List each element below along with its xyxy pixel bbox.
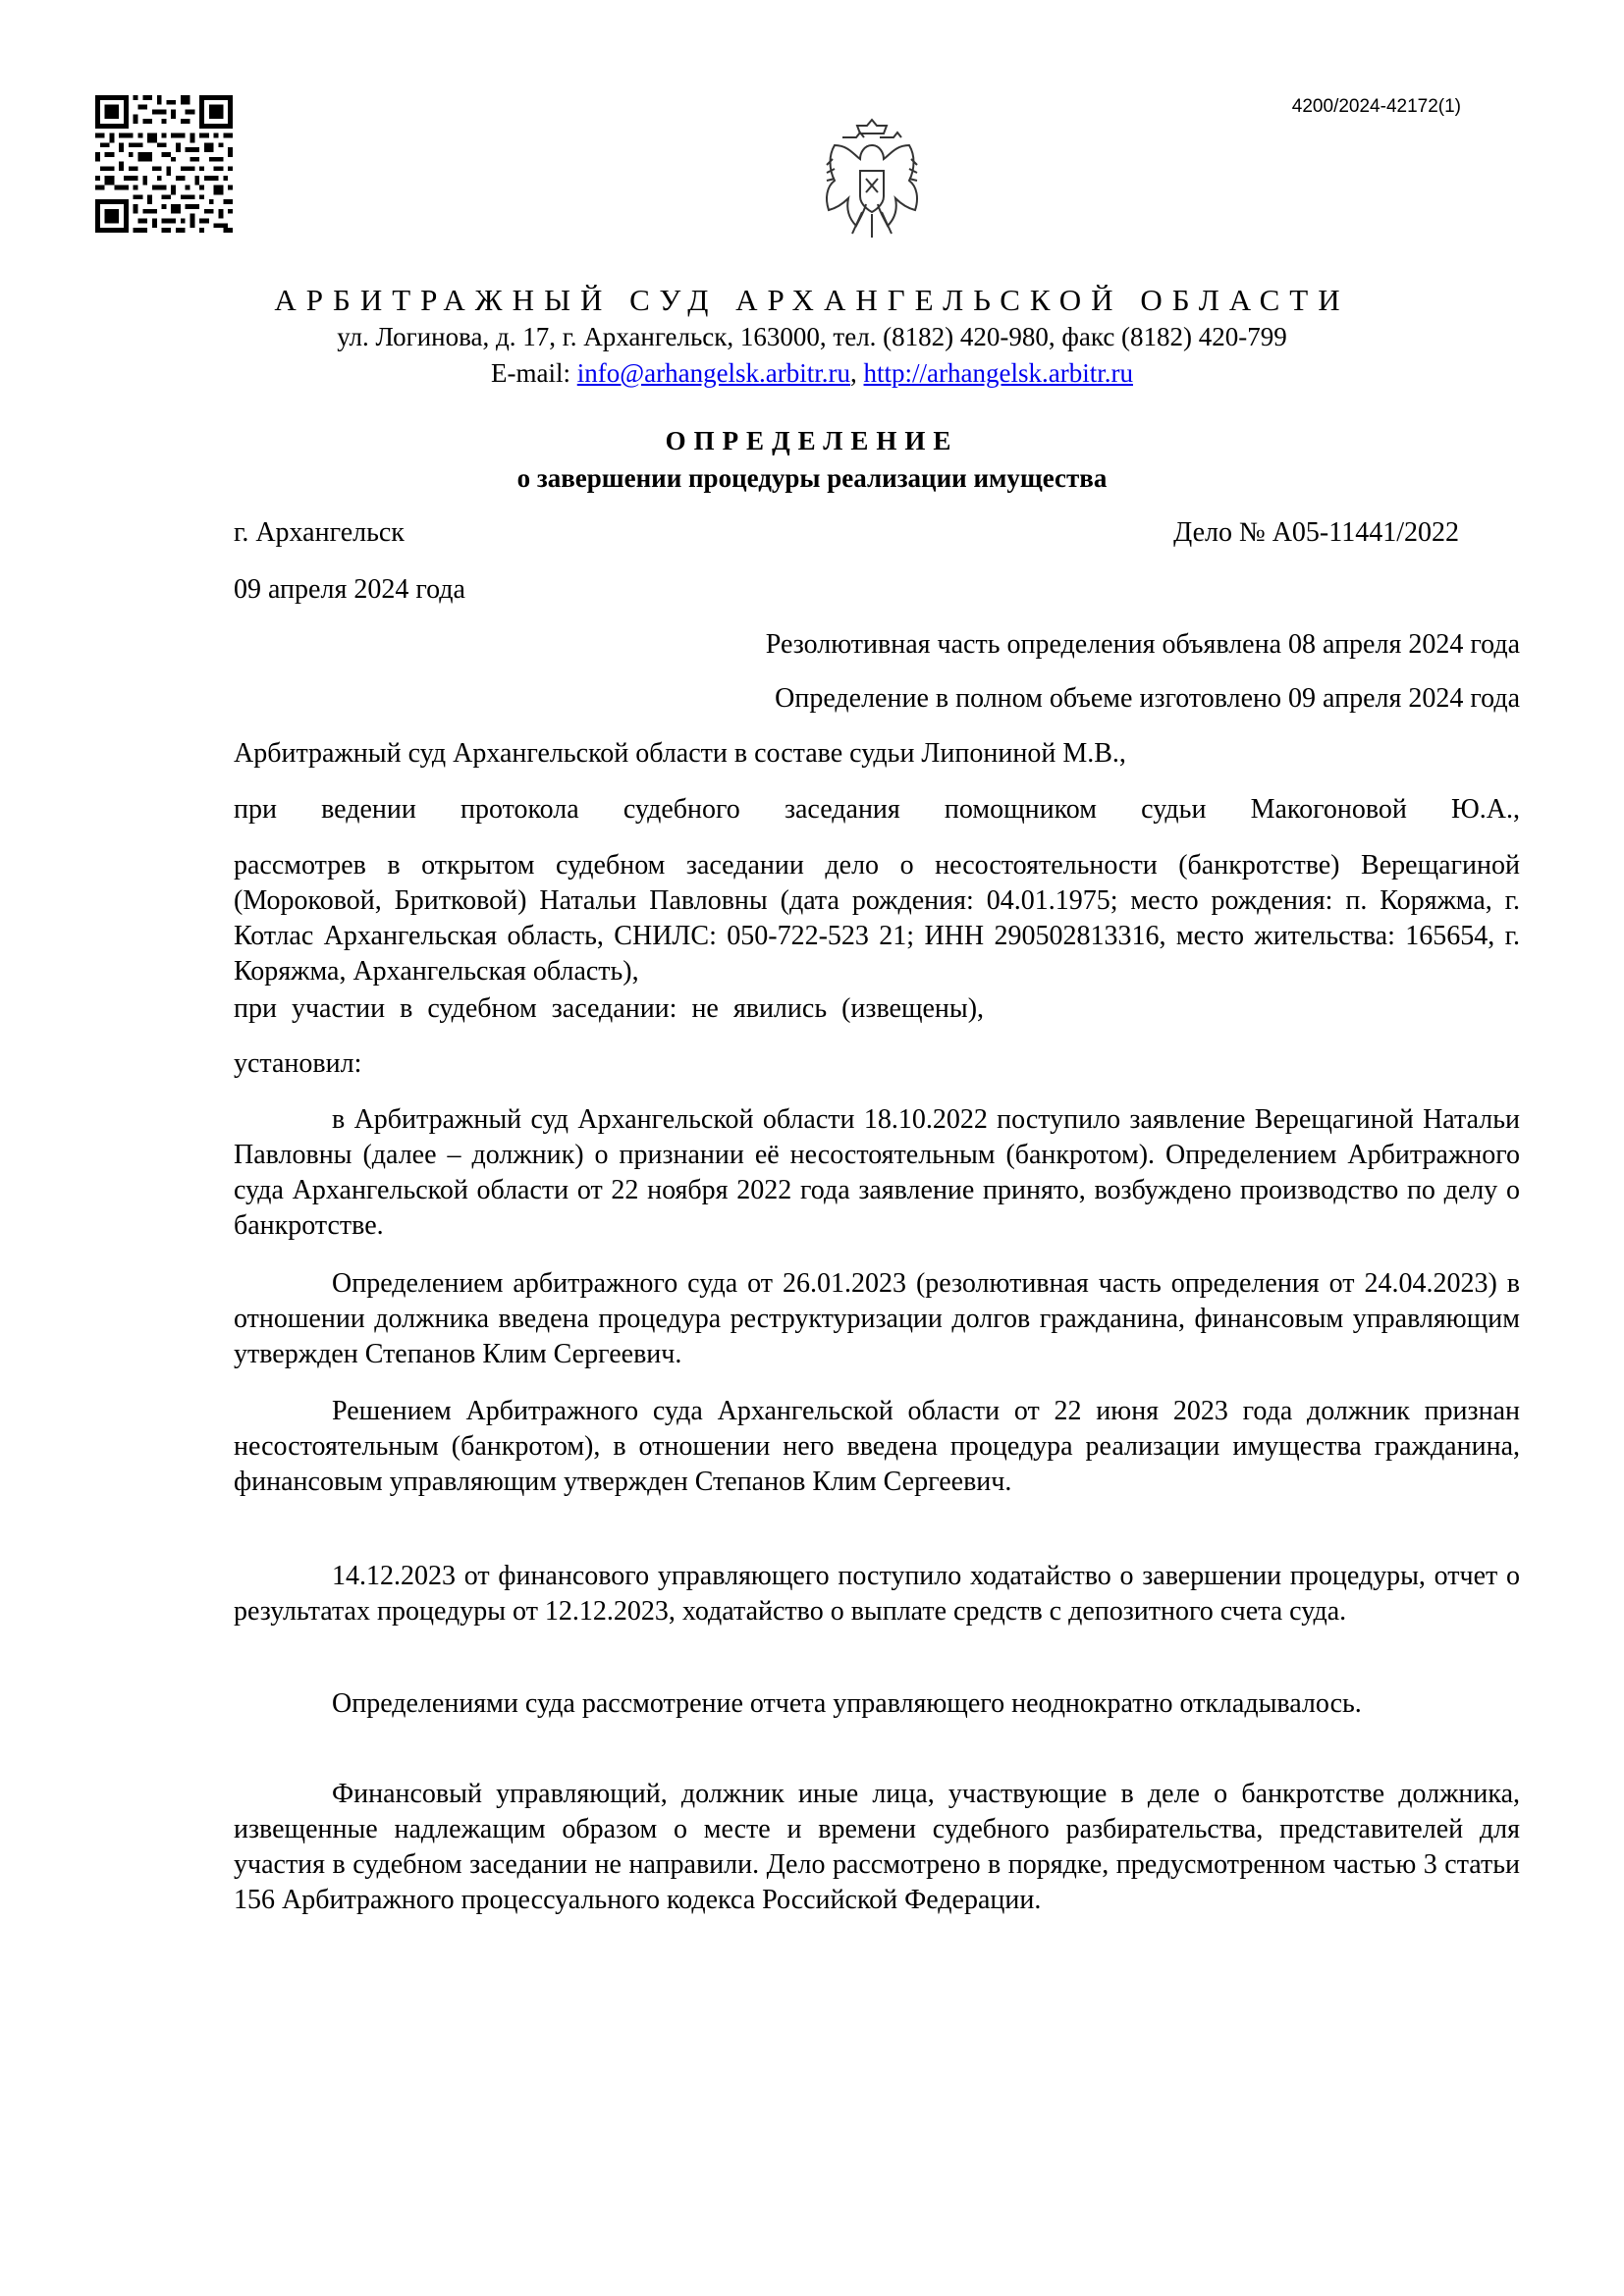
court-address: ул. Логинова, д. 17, г. Архангельск, 163000, тел. (8182) 420-980, факс (8182) 420-799: [337, 322, 1287, 351]
paragraph-restructuring: Определением арбитражного суда от 26.01.2023 (резолютивная часть определения от 24.04.2023) в отношении должника введена процедура реструктуризации долгов гражданина, финансовым управляющим утвержден Степанов Клим Сергеевич.: [234, 1268, 1520, 1369]
resolution-announced: Резолютивная часть определения объявлена 08 апреля 2024 года: [765, 629, 1520, 660]
city: г. Архангельск: [234, 517, 405, 548]
document-id: 4200/2024-42172(1): [1291, 96, 1461, 117]
participation: при участии в судебном заседании: не явились (извещены),: [234, 993, 985, 1024]
paragraph-participants: Финансовый управляющий, должник иные лица, участвующие в деле о банкротстве должника, извещенные надлежащим образом о месте и времени судебного разбирательства, представителей для участия в судебном заседании не направили. Дело рассмотрено в порядке, предусмотренном частью 3 статьи 156 Арбитражного процессуального кодекса Российской Федерации.: [234, 1779, 1520, 1915]
case-number: Дело № А05-11441/2022: [1173, 517, 1459, 548]
website-link[interactable]: http://arhangelsk.arbitr.ru: [863, 358, 1133, 388]
coat-of-arms-icon: [813, 116, 931, 249]
decision-date: 09 апреля 2024 года: [234, 574, 465, 605]
email-link[interactable]: info@arhangelsk.arbitr.ru: [576, 358, 851, 388]
protocol-clerk: при ведении протокола судебного заседания помощником судьи Макогоновой Ю.А.,: [234, 794, 1520, 825]
paragraph-petition: 14.12.2023 от финансового управляющего поступило ходатайство о завершении процедуры, отчет о результатах процедуры от 12.12.2023, ходатайство о выплате средств с депозитного счета суда.: [234, 1561, 1520, 1627]
qr-code: [95, 95, 233, 233]
court-name: АРБИТРАЖНЫЙ СУД АРХАНГЕЛЬСКОЙ ОБЛАСТИ: [274, 283, 1350, 317]
case-considered: рассмотрев в открытом судебном заседании дело о несостоятельности (банкротстве) Верещагиной (Мороковой, Бритковой) Натальи Павловны (дата рождения: 04.01.1975; место рождения: п. Коряжма, г. Котлас Архангельская область, СНИЛС: 050-722-523 21; ИНН 290502813316, место жительства: 165654, г. Коряжма, Архангельская область),: [234, 850, 1520, 987]
email-label: E-mail:: [491, 358, 577, 388]
paragraph-bankruptcy-decision: Решением Арбитражного суда Архангельской области от 22 июня 2023 года должник признан несостоятельным (банкротом), в отношении него введена процедура реализации имущества гражданина, финансовым управляющим утвержден Степанов Клим Сергеевич.: [234, 1396, 1520, 1497]
document-title: ОПРЕДЕЛЕНИЕ: [665, 426, 959, 455]
court-composition: Арбитражный суд Архангельской области в составе судьи Липониной М.В.,: [234, 738, 1126, 769]
established-heading: установил:: [234, 1048, 362, 1079]
full-text-prepared: Определение в полном объеме изготовлено 09 апреля 2024 года: [775, 683, 1520, 714]
contacts-separator: ,: [850, 358, 864, 388]
paragraph-filing: в Арбитражный суд Архангельской области 18.10.2022 поступило заявление Верещагиной Натальи Павловны (далее – должник) о признании её несостоятельным (банкротом). Определением Арбитражного суда Архангельской области от 22 ноября 2022 года заявление принято, возбуждено производство по делу о банкротстве.: [234, 1104, 1520, 1241]
paragraph-postponed: Определениями суда рассмотрение отчета управляющего неоднократно откладывалось.: [332, 1688, 1362, 1719]
document-subtitle: о завершении процедуры реализации имущества: [516, 463, 1108, 493]
court-contacts: [0, 356, 1624, 390]
